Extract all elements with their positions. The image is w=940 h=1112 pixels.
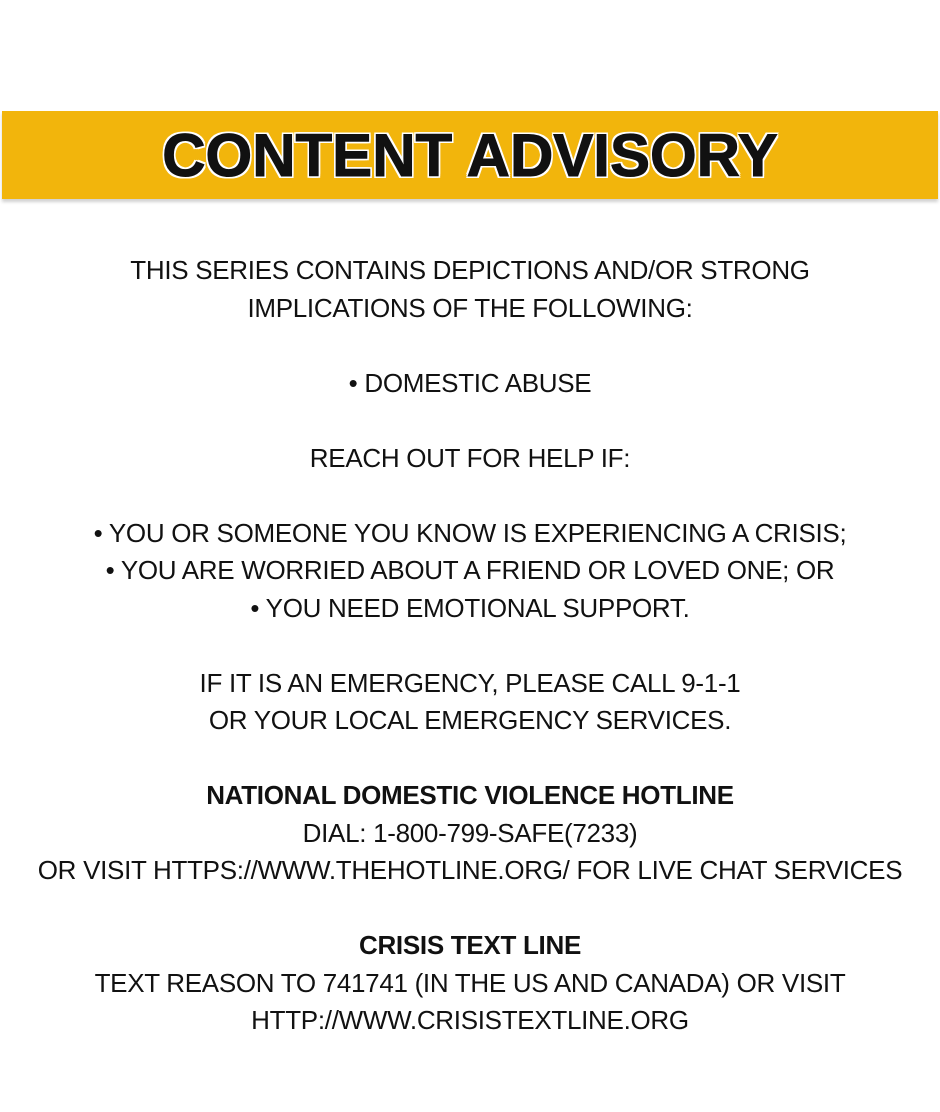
hotline-visit: OR VISIT HTTPS://WWW.THEHOTLINE.ORG/ FOR LIVE CHAT SERVICES (37, 855, 903, 885)
intro-line-2: IMPLICATIONS OF THE FOLLOWING: (247, 292, 693, 323)
advisory-body (0, 252, 940, 1040)
reach-out-heading: REACH OUT FOR HELP IF: (309, 442, 631, 473)
reach-out-item: • YOU ARE WORRIED ABOUT A FRIEND OR LOVED ONE; OR (105, 555, 835, 585)
spacer (0, 740, 940, 778)
hotline-name: NATIONAL DOMESTIC VIOLENCE HOTLINE (206, 780, 734, 810)
crisis-text-line-name: CRISIS TEXT LINE (358, 930, 581, 960)
emergency-line-1: IF IT IS AN EMERGENCY, PLEASE CALL 9-1-1 (199, 667, 741, 698)
topic-item: • DOMESTIC ABUSE (348, 367, 592, 398)
hotline-dial: DIAL: 1-800-799-SAFE(7233) (302, 817, 638, 848)
spacer (0, 402, 940, 440)
reach-out-item: • YOU NEED EMOTIONAL SUPPORT. (250, 592, 690, 623)
spacer (0, 627, 940, 665)
reach-out-item: • YOU OR SOMEONE YOU KNOW IS EXPERIENCING A CRISIS; (93, 517, 847, 548)
advisory-banner (2, 111, 938, 199)
spacer (0, 890, 940, 928)
crisis-text-line-1: TEXT REASON TO 741741 (IN THE US AND CANADA) OR VISIT (94, 967, 846, 998)
spacer (0, 477, 940, 515)
intro-line-1: THIS SERIES CONTAINS DEPICTIONS AND/OR STRONG (130, 255, 810, 285)
spacer (0, 327, 940, 365)
crisis-text-line-2: HTTP://WWW.CRISISTEXTLINE.ORG (251, 1005, 689, 1035)
advisory-title: CONTENT ADVISORY (162, 121, 778, 189)
emergency-line-2: OR YOUR LOCAL EMERGENCY SERVICES. (208, 705, 732, 735)
